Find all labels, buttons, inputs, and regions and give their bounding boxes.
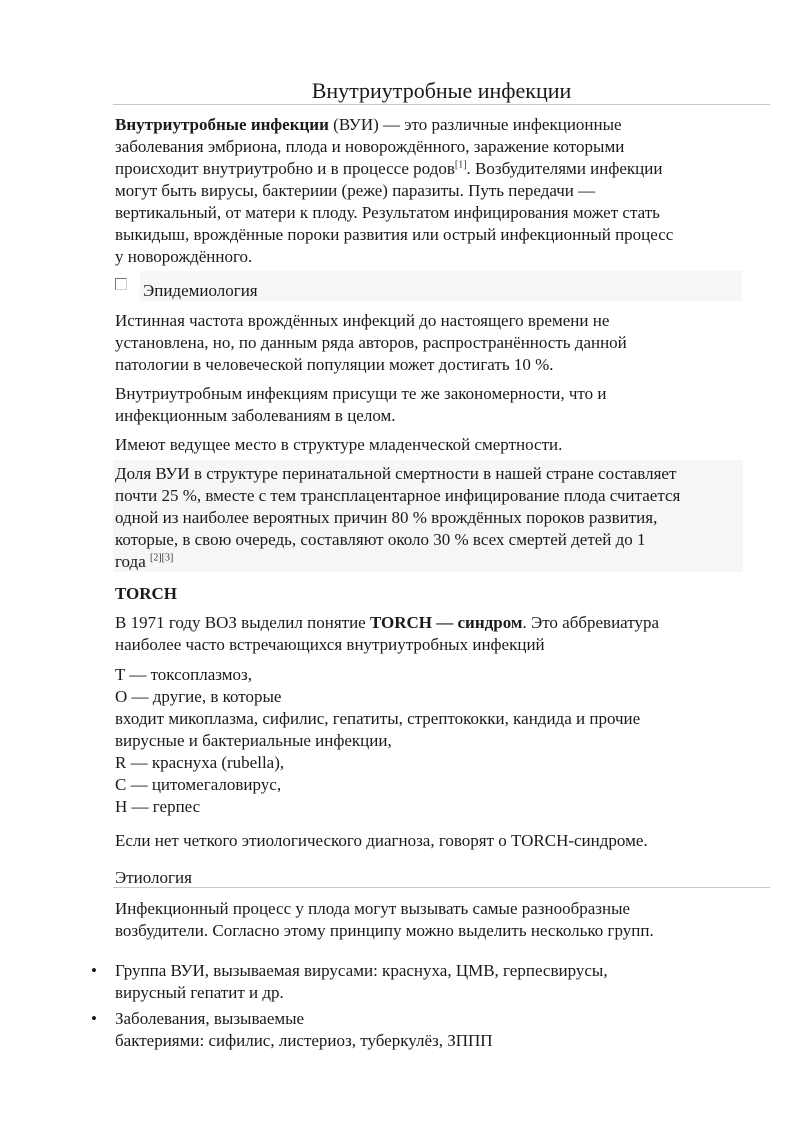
group-viral-line-2: вирусный гепатит и др. — [115, 983, 284, 1002]
toc-toggle-checkbox[interactable] — [115, 278, 127, 290]
torch-syndrome-term: TORCH — синдром — [369, 613, 523, 632]
torch-conclusion: Если нет четкого этиологического диагноза, говорят о TORCH-синдроме. — [115, 831, 648, 850]
intro-line-3b: . Возбудителями инфекции — [466, 159, 663, 178]
torch-p1-part-b: . Это аббревиатура — [522, 613, 660, 632]
intro-line-5: вертикальный, от матери к плоду. Результатом инфицирования может стать — [115, 203, 660, 222]
torch-item-t: T — токсоплазмоз, — [115, 665, 252, 684]
bullet-icon: • — [91, 961, 97, 980]
epi-p4-line-3: одной из наиболее вероятных причин 80 % врождённых пороков развития, — [115, 508, 658, 527]
epi-p4-line-4: которые, в свою очередь, составляют около 30 % всех смертей детей до 1 — [115, 530, 646, 549]
page-title: Внутриутробные инфекции — [311, 78, 572, 103]
intro-paragraph — [115, 114, 755, 268]
torch-p1-part-a: В 1971 году ВОЗ выделил понятие — [115, 613, 370, 632]
etiology-divider — [113, 887, 770, 888]
torch-item-o: O — другие, в которые — [115, 687, 282, 706]
epi-p1-line-1: Истинная частота врождённых инфекций до настоящего времени не — [115, 311, 610, 330]
etiology-paragraph — [115, 898, 755, 942]
etio-line-2: возбудители. Согласно этому принципу можно выделить несколько групп. — [115, 921, 654, 940]
epi-p2-line-2: инфекционным заболеваниям в целом. — [115, 406, 396, 425]
intro-line-4: могут быть вирусы, бактериии (реже) паразиты. Путь передачи — — [115, 181, 596, 200]
torch-item-c: C — цитомегаловирус, — [115, 775, 282, 794]
group-viral-line-1: Группа ВУИ, вызываемая вирусами: краснуха, ЦМВ, герпесвирусы, — [115, 961, 608, 980]
torch-item-o-line-3: вирусные и бактериальные инфекции, — [115, 731, 392, 750]
section-heading-etiology: Этиология — [115, 868, 192, 887]
torch-item-h: H — герпес — [115, 797, 201, 816]
list-item — [91, 1008, 755, 1052]
intro-line-1: (ВУИ) — это различные инфекционные — [328, 115, 622, 134]
etiology-groups-list — [91, 960, 755, 1056]
footnote-refs-2-3[interactable]: [2][3] — [150, 552, 174, 564]
epidemiology-paragraph-2 — [115, 383, 755, 427]
torch-item-o-line-2: входит микоплазма, сифилис, гепатиты, стрептококки, кандида и прочие — [115, 709, 641, 728]
torch-paragraph-1 — [115, 612, 755, 656]
toc-item-epidemiology[interactable]: Эпидемиология — [143, 281, 258, 300]
epidemiology-paragraph-3: Имеют ведущее место в структуре младенческой смертности. — [115, 435, 563, 454]
torch-list — [115, 664, 755, 818]
epi-p1-line-2: установлена, но, по данным ряда авторов, распространённость данной — [115, 333, 627, 352]
epi-p2-line-1: Внутриутробным инфекциям присущи те же закономерности, что и — [115, 384, 607, 403]
torch-item-r: R — краснуха (rubella), — [115, 753, 285, 772]
list-item — [91, 960, 755, 1004]
intro-line-2: заболевания эмбриона, плода и новорождённого, заражение которыми — [115, 137, 625, 156]
epi-p4-line-5: года — [115, 552, 151, 571]
epi-p4-line-1: Доля ВУИ в структуре перинатальной смертности в нашей стране составляет — [115, 464, 677, 483]
epi-p1-line-3: патологии в человеческой популяции может достигать 10 %. — [115, 355, 554, 374]
footnote-ref-1[interactable]: [1] — [454, 159, 467, 171]
group-bacterial-line-1: Заболевания, вызываемые — [115, 1009, 305, 1028]
intro-term: Внутриутробные инфекции — [115, 115, 329, 134]
intro-line-6: выкидыш, врождённые пороки развития или острый инфекционный процесс — [115, 225, 674, 244]
epidemiology-paragraph-1 — [115, 310, 755, 376]
group-bacterial-line-2: бактериями: сифилис, листериоз, туберкулёз, ЗППП — [115, 1031, 493, 1050]
epi-p4-line-2: почти 25 %, вместе с тем трансплацентарное инфицирование плода считается — [115, 486, 681, 505]
intro-line-7: у новорождённого. — [115, 247, 253, 266]
intro-line-3: происходит внутриутробно и в процессе родов — [115, 159, 455, 178]
epidemiology-paragraph-4 — [115, 463, 755, 573]
bullet-icon: • — [91, 1009, 97, 1028]
etio-line-1: Инфекционный процесс у плода могут вызывать самые разнообразные — [115, 899, 631, 918]
title-divider — [113, 104, 770, 105]
section-heading-torch: TORCH — [115, 584, 178, 603]
torch-p1-line-2: наиболее часто встречающихся внутриутробных инфекций — [115, 635, 545, 654]
